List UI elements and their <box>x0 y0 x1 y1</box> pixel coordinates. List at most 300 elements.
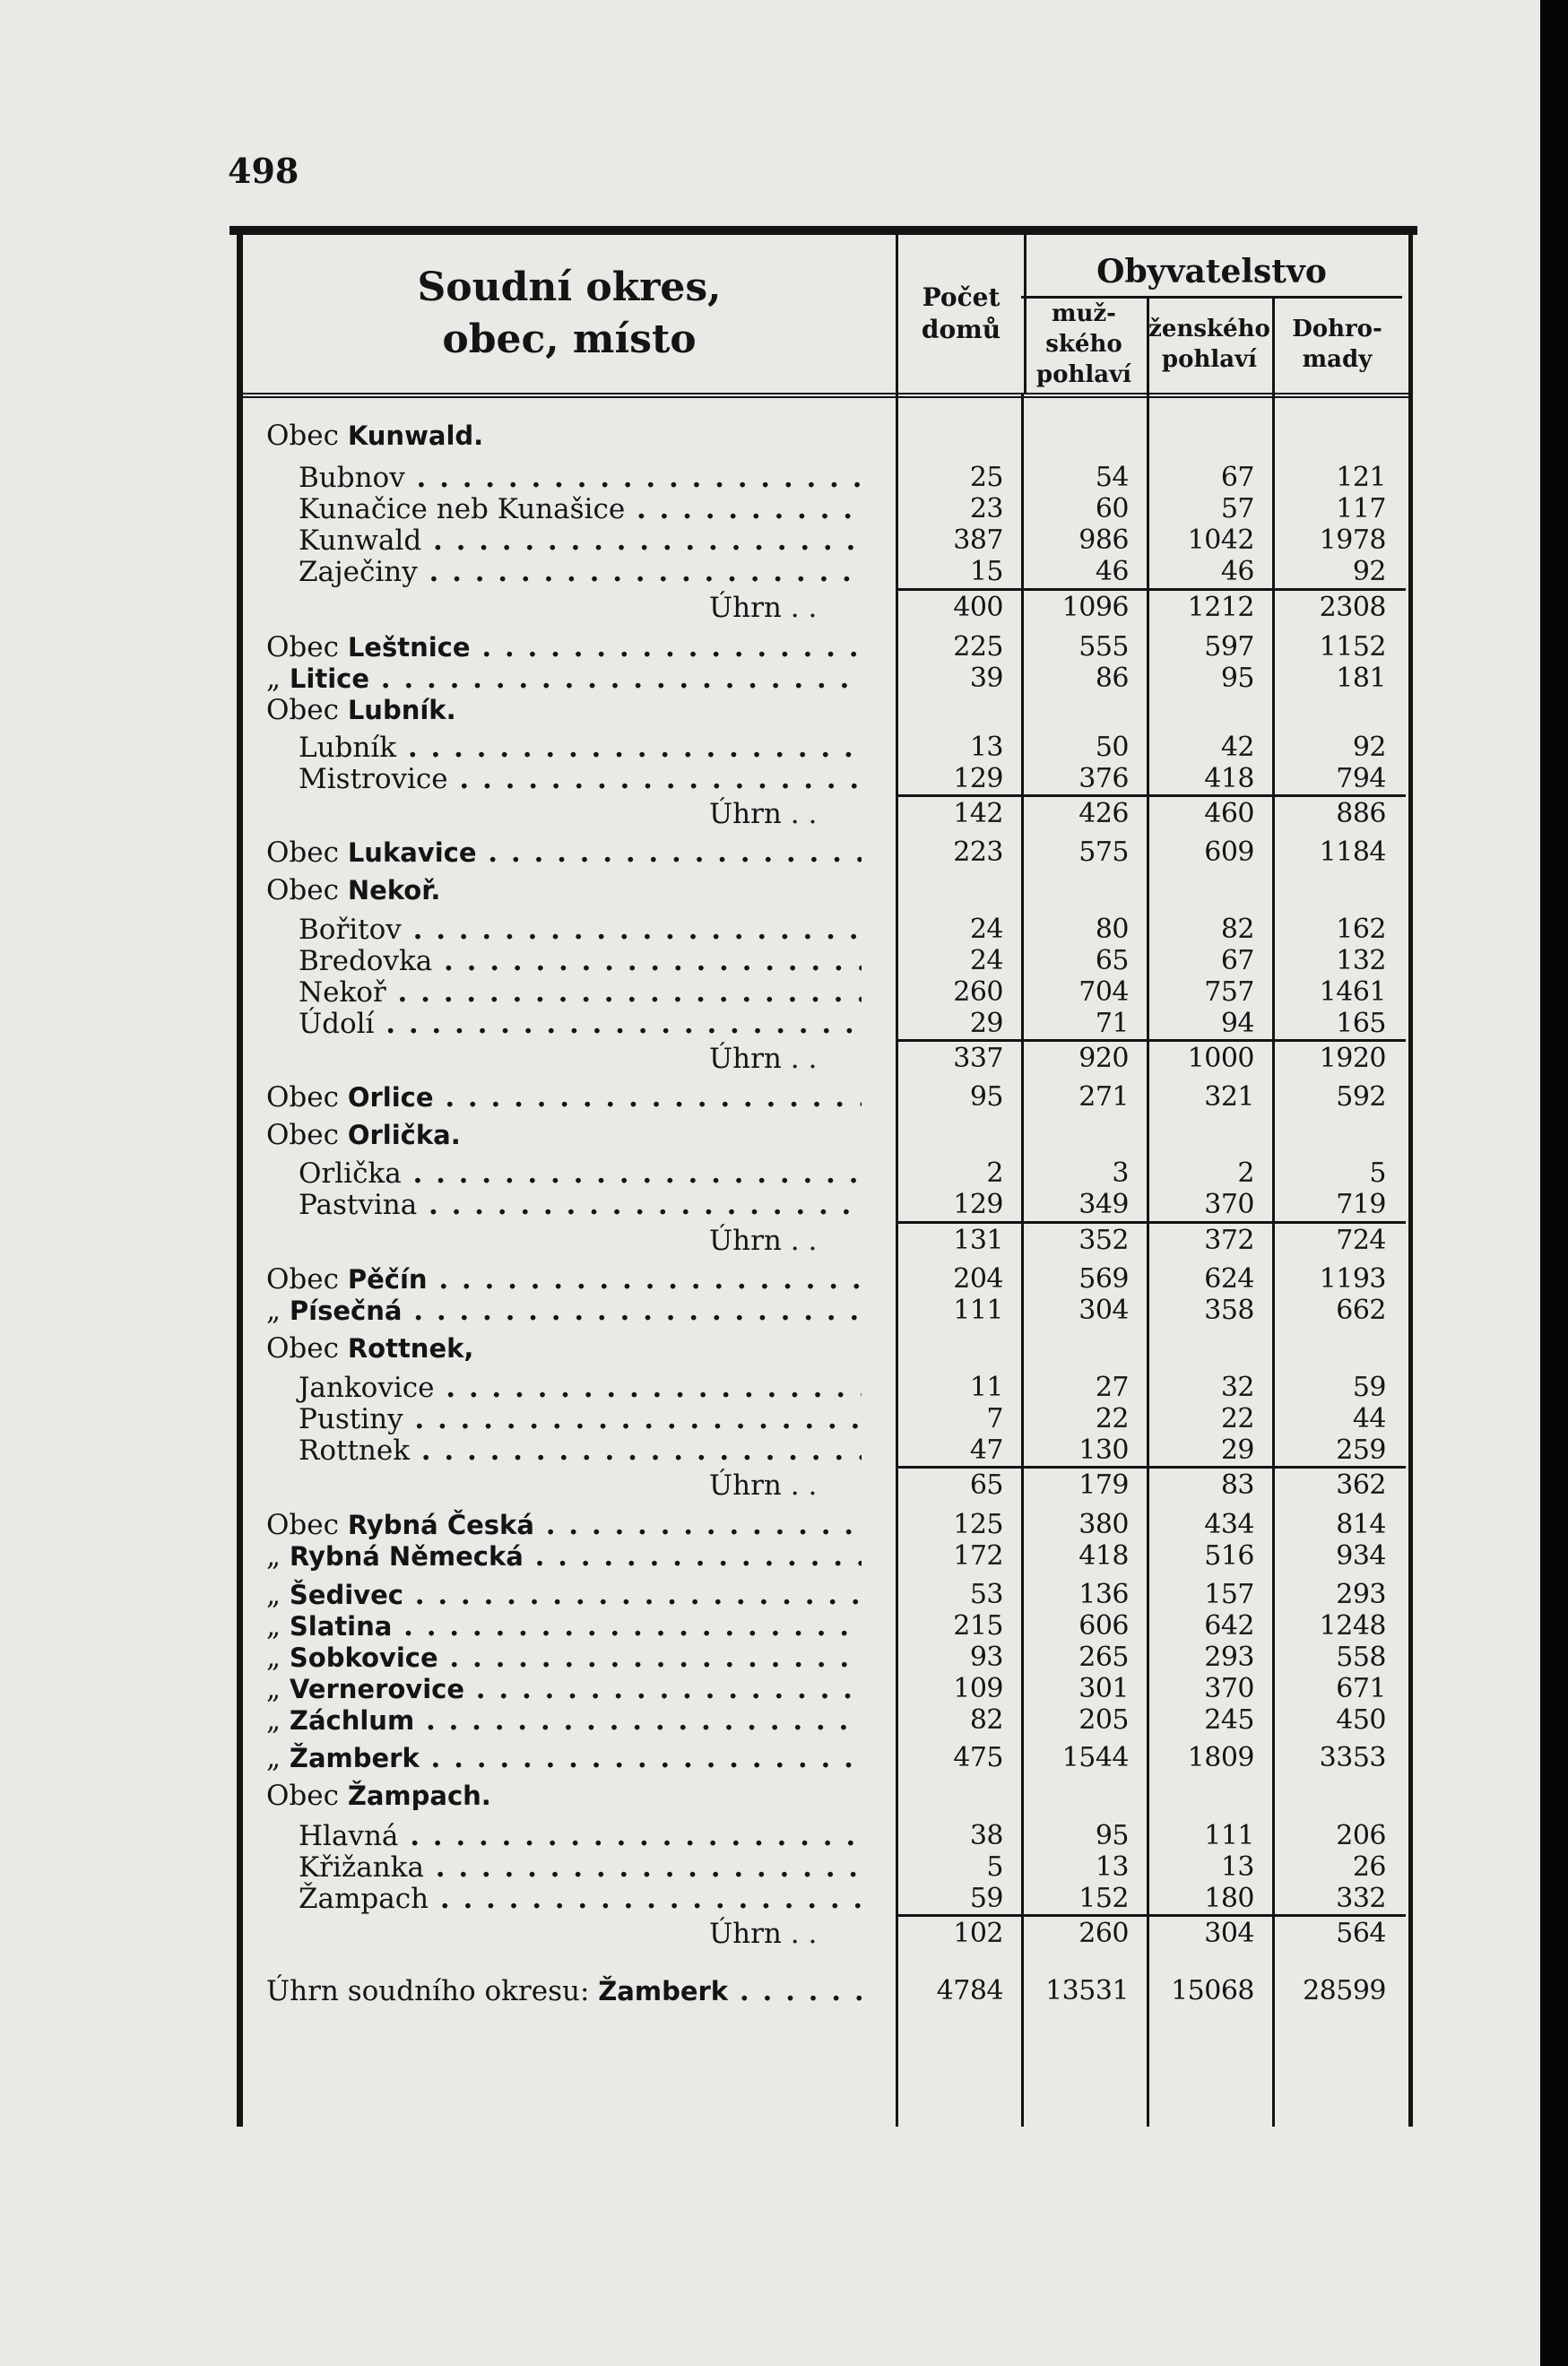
houses-value: 11 <box>969 1372 1003 1403</box>
place-name <box>243 944 862 978</box>
table-row <box>243 1882 1408 1916</box>
place-label: „ <box>266 663 290 695</box>
houses-value: 25 <box>969 462 1003 493</box>
place-name-bold: Rybná Česká <box>347 1510 534 1540</box>
female-value: 757 <box>1204 976 1254 1008</box>
male-value: 376 <box>1079 763 1129 794</box>
total-value: 724 <box>1336 1225 1386 1256</box>
place-label: Obec <box>266 420 348 452</box>
place-name <box>243 1188 862 1222</box>
place-label: „ <box>266 1642 290 1674</box>
total-value: 662 <box>1336 1295 1386 1326</box>
total-value: 293 <box>1336 1579 1386 1610</box>
houses-value: 387 <box>953 524 1003 556</box>
male-value: 65 <box>1095 945 1129 976</box>
total-value: 5 <box>1369 1157 1386 1189</box>
place-label: Orlička <box>299 1157 402 1190</box>
place-name-bold: Orlice <box>347 1082 434 1113</box>
total-value: 362 <box>1336 1469 1386 1501</box>
place-label: Obec <box>266 1119 348 1151</box>
table-row <box>243 1157 1408 1191</box>
place-name-bold: Šedivec <box>289 1580 403 1610</box>
place-label: Kunačice neb Kunašice <box>299 493 626 525</box>
total-value: 1193 <box>1319 1263 1386 1295</box>
place-name-bold: Žampach. <box>347 1781 491 1811</box>
female-value: 460 <box>1204 798 1254 829</box>
male-value: 3 <box>1112 1157 1129 1189</box>
place-name <box>243 1974 862 2008</box>
place-name-bold: Lukavice <box>347 837 477 868</box>
place-label: Obec <box>266 1780 348 1812</box>
houses-value: 4784 <box>936 1975 1003 2006</box>
table-row <box>243 1007 1408 1041</box>
female-value: 293 <box>1204 1642 1254 1673</box>
place-label: „ <box>266 1295 290 1327</box>
houses-value: 131 <box>953 1225 1003 1256</box>
place-name-bold: Sobkovice <box>289 1642 438 1673</box>
table-row <box>243 1974 1408 2008</box>
table-row <box>243 662 1408 696</box>
male-value: 13 <box>1095 1851 1129 1883</box>
male-value: 301 <box>1079 1673 1129 1704</box>
houses-value: 59 <box>969 1883 1003 1914</box>
table-row <box>243 1331 1408 1365</box>
place-name <box>243 1262 862 1296</box>
place-label: Bredovka <box>299 945 433 977</box>
table-row <box>243 1434 1408 1468</box>
houses-value: 102 <box>953 1918 1003 1949</box>
subtotal-row <box>243 591 1408 625</box>
total-value: 162 <box>1336 914 1386 945</box>
place-name <box>243 1508 862 1542</box>
female-value: 358 <box>1204 1295 1254 1326</box>
female-value: 94 <box>1220 1008 1254 1039</box>
male-value: 46 <box>1095 556 1129 587</box>
male-value: 50 <box>1095 732 1129 763</box>
houses-value: 13 <box>969 732 1003 763</box>
place-label: Bořitov <box>299 914 402 946</box>
male-value: 71 <box>1095 1008 1129 1039</box>
place-name <box>243 419 862 453</box>
place-name-bold: Orlička. <box>347 1120 461 1150</box>
total-value: 132 <box>1336 945 1386 976</box>
table-row <box>243 762 1408 796</box>
place-name <box>243 555 862 589</box>
place-name-bold: Rottnek, <box>347 1333 474 1364</box>
houses-value: 337 <box>953 1043 1003 1074</box>
table-row <box>243 419 1408 453</box>
total-value: 671 <box>1336 1673 1386 1704</box>
page-number: 498 <box>228 151 299 191</box>
male-value: 60 <box>1095 493 1129 524</box>
place-name <box>243 1118 862 1152</box>
place-name-bold: Žamberk <box>289 1743 420 1773</box>
table-row <box>243 1402 1408 1436</box>
total-value: 44 <box>1352 1403 1386 1434</box>
total-value: 1461 <box>1319 976 1386 1008</box>
place-name <box>243 1850 862 1885</box>
place-name <box>243 1434 862 1468</box>
place-label: Kunwald <box>299 524 422 557</box>
male-value: 54 <box>1095 462 1129 493</box>
table-row <box>243 1294 1408 1328</box>
table-header <box>243 235 1408 398</box>
place-label: Rottnek <box>299 1434 411 1467</box>
place-label: „ <box>266 1579 290 1611</box>
total-value: 558 <box>1336 1642 1386 1673</box>
place-label: Obec <box>266 1332 348 1365</box>
table-row <box>243 873 1408 907</box>
table-row <box>243 555 1408 589</box>
houses-value: 38 <box>969 1820 1003 1851</box>
female-value: 1809 <box>1187 1742 1254 1773</box>
place-label: „ <box>266 1742 290 1774</box>
table-row <box>243 836 1408 870</box>
total-value: 814 <box>1336 1509 1386 1540</box>
place-name <box>243 1578 862 1612</box>
place-label: „ <box>266 1704 290 1737</box>
place-name-bold: Vernerovice <box>289 1674 464 1704</box>
total-value: 1184 <box>1319 836 1386 868</box>
houses-value: 53 <box>969 1579 1003 1610</box>
female-value: 1212 <box>1187 592 1254 623</box>
total-value: 3353 <box>1319 1742 1386 1773</box>
subtotal-row <box>243 797 1408 831</box>
male-value: 418 <box>1079 1540 1129 1572</box>
male-value: 80 <box>1095 914 1129 945</box>
table-row <box>243 1539 1408 1573</box>
table-row <box>243 913 1408 947</box>
place-name <box>243 1157 862 1191</box>
female-value: 67 <box>1220 945 1254 976</box>
houses-value: 24 <box>969 945 1003 976</box>
female-value: 111 <box>1204 1820 1254 1851</box>
male-value: 13531 <box>1045 1975 1129 2006</box>
male-value: 304 <box>1079 1295 1129 1326</box>
female-value: 1000 <box>1187 1043 1254 1074</box>
male-value: 555 <box>1079 631 1129 663</box>
houses-value: 400 <box>953 592 1003 623</box>
subtotal-label: Úhrn . . <box>709 1225 818 1257</box>
houses-value: 225 <box>953 631 1003 663</box>
total-value: 26 <box>1352 1851 1386 1883</box>
total-value: 719 <box>1336 1189 1386 1220</box>
place-label: Křižanka <box>299 1851 424 1884</box>
total-value: 592 <box>1336 1081 1386 1113</box>
houses-value: 125 <box>953 1509 1003 1540</box>
female-value: 29 <box>1220 1434 1254 1466</box>
houses-value: 29 <box>969 1008 1003 1039</box>
total-value: 117 <box>1336 493 1386 524</box>
subtotal-label: Úhrn . . <box>709 798 818 830</box>
place-label: Bubnov <box>299 462 405 494</box>
male-value: 22 <box>1095 1403 1129 1434</box>
table-row <box>243 1262 1408 1296</box>
houses-value: 82 <box>969 1704 1003 1736</box>
female-value: 372 <box>1204 1225 1254 1256</box>
table-row <box>243 731 1408 765</box>
place-name <box>243 1641 862 1675</box>
houses-value: 109 <box>953 1673 1003 1704</box>
houses-value: 172 <box>953 1540 1003 1572</box>
place-label: Obec <box>266 874 348 906</box>
place-name-bold: Nekoř. <box>347 875 441 906</box>
female-value: 83 <box>1220 1469 1254 1501</box>
population-table <box>237 235 1413 2127</box>
female-value: 157 <box>1204 1579 1254 1610</box>
place-label: Žampach <box>299 1883 429 1915</box>
total-value: 1248 <box>1319 1610 1386 1642</box>
table-row <box>243 1850 1408 1885</box>
male-value: 986 <box>1079 524 1129 556</box>
female-value: 13 <box>1220 1851 1254 1883</box>
header-male: muž- ského pohlaví <box>1021 296 1149 393</box>
houses-value: 204 <box>953 1263 1003 1295</box>
place-label: Obec <box>266 631 348 663</box>
total-value: 206 <box>1336 1820 1386 1851</box>
houses-value: 15 <box>969 556 1003 587</box>
houses-value: 260 <box>953 976 1003 1008</box>
houses-value: 215 <box>953 1610 1003 1642</box>
place-label: „ <box>266 1540 290 1573</box>
male-value: 352 <box>1079 1225 1129 1256</box>
place-name <box>243 1819 862 1853</box>
female-value: 1042 <box>1187 524 1254 556</box>
total-value: 450 <box>1336 1704 1386 1736</box>
female-value: 15068 <box>1171 1975 1254 2006</box>
female-value: 57 <box>1220 493 1254 524</box>
female-value: 642 <box>1204 1610 1254 1642</box>
place-name <box>243 1703 862 1738</box>
table-row <box>243 693 1408 727</box>
subtotal-row <box>243 1469 1408 1503</box>
place-name <box>243 492 862 526</box>
table-row <box>243 1188 1408 1222</box>
female-value: 82 <box>1220 914 1254 945</box>
total-value: 59 <box>1352 1372 1386 1403</box>
place-name-bold: Záchlum <box>289 1705 415 1736</box>
table-row <box>243 1371 1408 1405</box>
place-name <box>243 1371 862 1405</box>
total-value: 1978 <box>1319 524 1386 556</box>
place-name <box>243 836 862 870</box>
total-value: 2308 <box>1319 592 1386 623</box>
place-name-bold: Žamberk <box>598 1976 729 2006</box>
male-value: 179 <box>1079 1469 1129 1501</box>
place-name <box>243 662 862 696</box>
table-row <box>243 630 1408 664</box>
table-row <box>243 1672 1408 1706</box>
subtotal-label: Úhrn . . <box>709 1918 818 1950</box>
place-label: Obec <box>266 694 348 726</box>
male-value: 260 <box>1079 1918 1129 1949</box>
table-row <box>243 1080 1408 1114</box>
place-name <box>243 1741 862 1775</box>
place-name <box>243 1539 862 1573</box>
female-value: 321 <box>1204 1081 1254 1113</box>
houses-value: 47 <box>969 1434 1003 1466</box>
place-label: Mistrovice <box>299 763 448 795</box>
header-female: ženského pohlaví <box>1147 296 1275 393</box>
total-value: 886 <box>1336 798 1386 829</box>
place-name <box>243 873 862 907</box>
houses-value: 5 <box>986 1851 1003 1883</box>
female-value: 32 <box>1220 1372 1254 1403</box>
table-row <box>243 1779 1408 1813</box>
subtotal-label: Úhrn . . <box>709 1469 818 1502</box>
female-value: 624 <box>1204 1263 1254 1295</box>
place-name-bold: Litice <box>289 663 370 694</box>
place-label: Obec <box>266 1263 348 1296</box>
male-value: 1096 <box>1061 592 1129 623</box>
place-label: Pustiny <box>299 1403 403 1435</box>
houses-value: 223 <box>953 836 1003 868</box>
table-row <box>243 1819 1408 1853</box>
male-value: 136 <box>1079 1579 1129 1610</box>
total-value: 259 <box>1336 1434 1386 1466</box>
female-value: 597 <box>1204 631 1254 663</box>
female-value: 609 <box>1204 836 1254 868</box>
subtotal-label: Úhrn . . <box>709 1043 818 1075</box>
total-value: 121 <box>1336 462 1386 493</box>
total-value: 934 <box>1336 1540 1386 1572</box>
place-name <box>243 1080 862 1114</box>
female-value: 180 <box>1204 1883 1254 1914</box>
place-label: Obec <box>266 836 348 869</box>
table-row <box>243 1118 1408 1152</box>
male-value: 27 <box>1095 1372 1129 1403</box>
place-label: Údolí <box>299 1008 375 1040</box>
houses-value: 111 <box>953 1295 1003 1326</box>
male-value: 606 <box>1079 1610 1129 1642</box>
male-value: 130 <box>1079 1434 1129 1466</box>
place-name-bold: Kunwald. <box>347 420 484 451</box>
place-label: Zaječiny <box>299 556 418 588</box>
female-value: 67 <box>1220 462 1254 493</box>
houses-value: 93 <box>969 1642 1003 1673</box>
place-name <box>243 1779 862 1813</box>
header-population: Obyvatelstvo <box>1021 249 1402 299</box>
male-value: 920 <box>1079 1043 1129 1074</box>
male-value: 1544 <box>1061 1742 1129 1773</box>
table-row <box>243 1703 1408 1738</box>
female-value: 46 <box>1220 556 1254 587</box>
place-name <box>243 731 862 765</box>
place-name <box>243 461 862 495</box>
place-label: Hlavná <box>299 1820 399 1852</box>
male-value: 265 <box>1079 1642 1129 1673</box>
place-name-bold: Lubník. <box>347 695 456 725</box>
male-value: 271 <box>1079 1081 1129 1113</box>
table-row <box>243 492 1408 526</box>
table-row <box>243 461 1408 495</box>
total-value: 1920 <box>1319 1043 1386 1074</box>
male-value: 205 <box>1079 1704 1129 1736</box>
place-label: „ <box>266 1673 290 1705</box>
top-rule <box>230 226 1417 235</box>
female-value: 370 <box>1204 1189 1254 1220</box>
female-value: 42 <box>1220 732 1254 763</box>
houses-value: 142 <box>953 798 1003 829</box>
place-name <box>243 524 862 558</box>
female-value: 95 <box>1220 663 1254 694</box>
total-value: 28599 <box>1303 1975 1386 2006</box>
male-value: 380 <box>1079 1509 1129 1540</box>
male-value: 152 <box>1079 1883 1129 1914</box>
houses-value: 39 <box>969 663 1003 694</box>
table-row <box>243 944 1408 978</box>
place-name-bold: Slatina <box>289 1611 393 1642</box>
male-value: 349 <box>1079 1189 1129 1220</box>
place-name <box>243 913 862 947</box>
place-name <box>243 1331 862 1365</box>
table-row <box>243 524 1408 558</box>
header-houses: Počet domů <box>896 235 1027 393</box>
place-name <box>243 762 862 796</box>
total-value: 181 <box>1336 663 1386 694</box>
total-value: 564 <box>1336 1918 1386 1949</box>
place-label: Úhrn soudního okresu: <box>266 1975 599 2007</box>
female-value: 434 <box>1204 1509 1254 1540</box>
male-value: 704 <box>1079 976 1129 1008</box>
place-label: „ <box>266 1610 290 1642</box>
table-row <box>243 1641 1408 1675</box>
header-total: Dohro- mady <box>1292 316 1382 373</box>
total-value: 92 <box>1352 732 1386 763</box>
houses-value: 129 <box>953 1189 1003 1220</box>
place-name <box>243 1609 862 1643</box>
houses-value: 2 <box>986 1157 1003 1189</box>
table-row <box>243 1741 1408 1775</box>
houses-value: 23 <box>969 493 1003 524</box>
houses-value: 95 <box>969 1081 1003 1113</box>
houses-value: 475 <box>953 1742 1003 1773</box>
male-value: 575 <box>1079 836 1129 868</box>
total-value: 794 <box>1336 763 1386 794</box>
place-name <box>243 693 862 727</box>
female-value: 22 <box>1220 1403 1254 1434</box>
subtotal-row <box>243 1042 1408 1076</box>
houses-value: 65 <box>969 1469 1003 1501</box>
subtotal-row <box>243 1224 1408 1258</box>
male-value: 426 <box>1079 798 1129 829</box>
place-name <box>243 1672 862 1706</box>
place-label: Jankovice <box>299 1372 435 1404</box>
female-value: 245 <box>1204 1704 1254 1736</box>
place-label: Obec <box>266 1509 348 1541</box>
place-name <box>243 1882 862 1916</box>
houses-value: 7 <box>986 1403 1003 1434</box>
female-value: 418 <box>1204 763 1254 794</box>
female-value: 2 <box>1237 1157 1254 1189</box>
houses-value: 24 <box>969 914 1003 945</box>
place-name <box>243 1007 862 1041</box>
total-value: 332 <box>1336 1883 1386 1914</box>
table-row <box>243 1508 1408 1542</box>
place-label: Nekoř <box>299 976 386 1009</box>
place-name <box>243 975 862 1010</box>
table-row <box>243 975 1408 1010</box>
place-label: Obec <box>266 1081 348 1114</box>
place-name <box>243 1402 862 1436</box>
male-value: 569 <box>1079 1263 1129 1295</box>
total-value: 165 <box>1336 1008 1386 1039</box>
total-value: 1152 <box>1319 631 1386 663</box>
header-district: Soudní okres, obec, místo <box>417 264 722 362</box>
male-value: 95 <box>1095 1820 1129 1851</box>
total-value: 92 <box>1352 556 1386 587</box>
place-name-bold: Pěčín <box>347 1264 428 1295</box>
